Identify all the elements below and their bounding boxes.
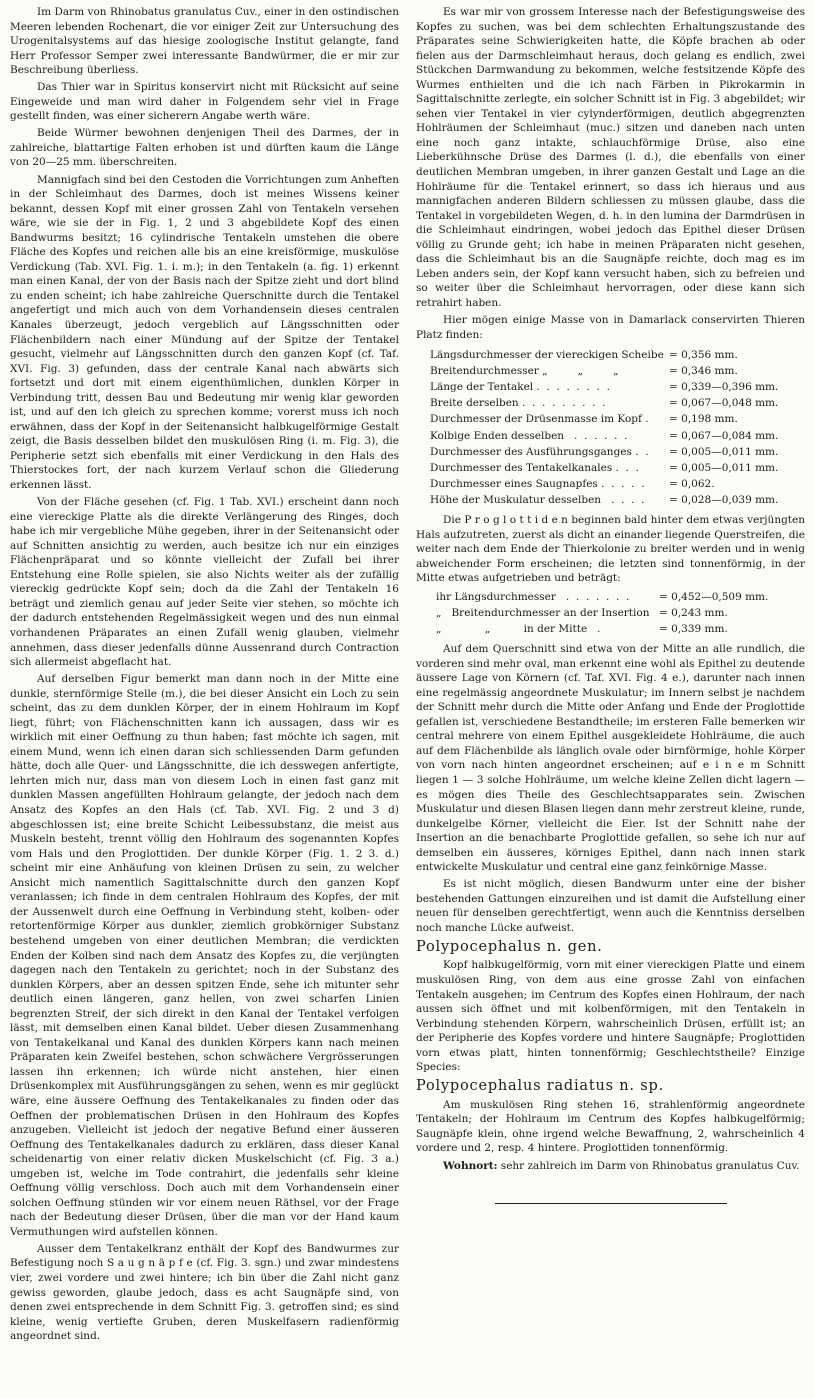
paragraph-proglottids: Die P r o g l o t t i d e n beginnen bald hinter dem etwas verjüngten Hals aufzutreten, zuerst als dicht an einander liegende Querstreifen, die weiter nach dem Ende der Thierkolonie zu breiter werden und in wenig abweichender Form erscheinen; die letzten sind tonnenförmig, in der Mitte etwas aufgetrieben und beträgt: bbox=[416, 514, 805, 585]
paragraph-habitat bbox=[416, 1159, 805, 1174]
measurement-label: Durchmesser eines Saugnapfes . . . . . bbox=[430, 477, 645, 490]
paragraph-suckers: Ausser dem Tentakelkranz enthält der Kopf des Bandwurmes zur Befestigung noch S a u g n ä p f e (cf. Fig. 3. sgn.) und zwar mindestens vier, zwei vordere und zwei hintere; ich bin über die Zahl nicht ganz gewiss geworden, glaube jedoch, dass es acht Saugnäpfe sind, von denen zwei entsprechende in dem Schnitt Fig. 3. getroffen sind; es sind kleine, wenig vertiefte Gruben, deren Muskelfasern radienförmig angeordnet sind. bbox=[10, 1242, 399, 1343]
paragraph-preservation: Das Thier war in Spiritus konservirt nicht mit Rücksicht auf seine Eingeweide und man wird daher in Folgendem sehr viel in Frage gestellt finden, was einer sicherern Angabe werth wäre. bbox=[10, 81, 399, 123]
measurement-value: = 0,067—0,048 mm. bbox=[669, 397, 779, 410]
paragraph-attachment: Es war mir von grossem Interesse nach der Befestigungsweise des Kopfes zu suchen, was bei dem schlechten Erhaltungszustande des Präparates seine Schwierigkeiten hatte, die Köpfe brachen ab oder fielen aus der Darmschleimhaut heraus, doch gelang es endlich, zwei Stückchen Darmwandung zu bekommen, welche festsitzende Köpfe des Wurmes enthielten und die ich nach Färben in Pikrokarmin in Sagittalschnitte zerlegte, ein solcher Schnitt ist in Fig. 3 abgebildet; wir sehen vier Tentakel in vier cylynderförmigen, deutlich abgegrenzten Hohlräumen der Schleimhaut (muc.) sitzen und daneben nach unten eine noch ganz intakte, schlauchförmige Drüse, also eine Lieberkühnsche Drüse des Darmes (l. d.), die ebenfalls von einer deutlichen Membran umgeben, in ihrer ganzen Gestalt und Lage an die Hohlräume für die Tentakel erinnert, so dass ich hieraus und aus mannigfachen anderen Bildern schliessen zu müssen glaube, dass die Tentakel in vorgebildeten Wegen, d. h. in den lumina der Darmdrüsen in die Schleimhaut eindringen, wobei jedoch das Epithel dieser Drüsen völlig zu Grunde geht; ich habe in meinen Präparaten nicht gesehen, dass die Schleimhaut bis an die Saugnäpfe reichte, doch mag es im Leben anders sein, der Kopf kann versucht haben, sich zu befreien und so weiter über die Schleimhaut hervorragen, oder diese kann sich retrahirt haben. bbox=[416, 6, 805, 309]
measurement-label: Längsdurchmesser der viereckigen Scheibe bbox=[430, 349, 664, 362]
measurement-row bbox=[430, 444, 805, 460]
paragraph-tentacle-description: Mannigfach sind bei den Cestoden die Vorrichtungen zum Anheften in der Schleimhaut des Darmes, doch ist meines Wissens keiner bekannt, dessen Kopf mit einer grossen Zahl von Tentakeln versehen wäre, wie sie der in Fig. 1, 2 und 3 abgebildete Kopf des einen Bandwurms besitzt; 16 cylindrische Tentakeln umstehen die obere Fläche des Kopfes und reichen alle bis an eine kreisförmige, muskulöse Verdickung (Tab. XVI. Fig. 1. i. m.); in den Tentakeln (a. fig. 1) erkennt man einen Kanal, der von der Basis nach der Spitze zieht und dort blind zu enden scheint; ich habe zahlreiche Querschnitte durch die Tentakel angefertigt und mich auch von dem Vorhandensein dieses centralen Kanales überzeugt, jedoch vergeblich auf Längsschnitten oder Flächenbildern nach einer Mündung auf der Spitze der Tentakel gesucht, vielmehr auf Längsschnitten durch den ganzen Kopf (cf. Taf. XVI. Fig. 3) gefunden, dass der centrale Kanal nach abwärts sich fortsetzt und dort mit einem eigenthümlichen, dunklen Körper in Verbindung tritt, dessen Bau und Bedeutung mir wenig klar geworden ist, und auf den ich gleich zu sprechen komme; vorerst muss ich noch erwähnen, dass der Kopf in der Seitenansicht halbkugelförmige Gestalt zeigt, die Basis desselben bildet den muskulösen Ring (i. m. Fig. 3), die Peripherie setzt sich ebenfalls mit einer Verdickung in den Hals des Thierstockes fort, der nach kurzem Verlauf schon die Gliederung erkennen lässt. bbox=[10, 173, 399, 491]
measurement-value: = 0,339 mm. bbox=[659, 622, 728, 635]
measurement-label: Breite derselben . . . . . . . . . bbox=[430, 397, 606, 410]
measurement-label: Breitendurchmesser „ „ „ bbox=[430, 365, 619, 378]
measurement-value: = 0,028—0,039 mm. bbox=[669, 493, 779, 506]
habitat-text: sehr zahlreich im Darm von Rhinobatus granulatus Cuv. bbox=[497, 1159, 800, 1172]
measurement-row bbox=[430, 347, 805, 363]
measurement-row bbox=[436, 621, 805, 637]
measurement-row bbox=[430, 379, 805, 395]
paragraph-cross-section: Auf dem Querschnitt sind etwa von der Mitte an alle rundlich, die vorderen sind mehr oval, man erkennt eine wohl als Epithel zu deutende äussere Lage von Körnern (cf. Taf. XVI. Fig. 4 e.), darunter nach innen eine regelmässig angeordnete Muskulatur; im Innern selbst je nachdem der Schnitt mehr durch die Mitte oder Anfang und Ende der Proglottide gefallen ist, verschiedene Bestandtheile; im ersteren Falle bemerken wir central mehrere von einem Epithel ausgekleidete Hohlräume, die auch auf dem Flächenbilde als länglich ovale oder birnförmige, hohle Körper von vorn nach hinten angeordnet erscheinen; auf e i n e m Schnitt liegen 1 — 3 solche Hohlräume, um welche kleine Zellen dicht lagern — es mögen dies Theile des Geschlechtsapparates sein. Zwischen Muskulatur und diesen Blasen liegen dann mehr zerstreut kleine, runde, dunkelgelbe Körner, vielleicht die Eier. Ist der Schnitt nahe der Insertion an die benachbarte Proglottide gefallen, so sehe ich nur auf demselben ein äusseres, körniges Epithel, dann nach innen stark entwickelte Muskulatur und central eine ganz feinkörnige Masse. bbox=[416, 643, 805, 874]
measurement-label: „ „ in der Mitte . bbox=[436, 622, 601, 635]
measurement-row bbox=[430, 428, 805, 444]
measurement-value: = 0,198 mm. bbox=[669, 413, 738, 426]
proglottid-measurement-table bbox=[436, 589, 805, 637]
measurement-row bbox=[436, 589, 805, 605]
measurement-label: Durchmesser der Drüsenmasse im Kopf . bbox=[430, 413, 649, 426]
measurement-label: Durchmesser des Tentakelkanales . . . bbox=[430, 461, 639, 474]
measurement-row bbox=[430, 460, 805, 476]
measurement-row bbox=[430, 476, 805, 492]
measurement-row bbox=[430, 395, 805, 411]
measurement-value: = 0,452—0,509 mm. bbox=[659, 590, 769, 603]
measurement-table bbox=[430, 347, 805, 508]
measurement-value: = 0,067—0,084 mm. bbox=[669, 429, 779, 442]
species-heading: Polypocephalus radiatus n. sp. bbox=[416, 1078, 664, 1095]
right-column bbox=[416, 5, 805, 1398]
paragraph-new-genus-justification: Es ist nicht möglich, diesen Bandwurm unter eine der bisher bestehenden Gattungen einzureihen und ist damit die Aufstellung einer neuen für denselben gerechtfertigt, wenn auch die Kenntniss derselben noch manche Lücke aufweist. bbox=[416, 878, 805, 934]
measurement-value: = 0,062. bbox=[669, 477, 715, 490]
measurement-value: = 0,005—0,011 mm. bbox=[669, 461, 779, 474]
measurement-row bbox=[436, 605, 805, 621]
section-end-rule bbox=[495, 1203, 727, 1204]
paragraph-square-plate: Von der Fläche gesehen (cf. Fig. 1 Tab. XVI.) erscheint dann noch eine viereckige Platte als die direkte Verlängerung des Ringes, doch habe ich mir vergebliche Mühe gegeben, ihrer in der Seitenansicht oder auf Schnitten ansichtig zu werden, auch besitze ich nur ein einziges Flächenpräparat und so könnte vielleicht der Zufall bei ihrer Entstehung eine Rolle spielen, sie also Nichts weiter als der zufällig viereckig gedrückte Kopf sein; doch da die Zahl der Tentakeln 16 beträgt und ziemlich genau auf jeder Seite vier stehen, so möchte ich der dadurch entstehenden Regelmässigkeit wegen und des nun einmal vorhandenen Präparates an einen Zufall wenig glauben, vielmehr annehmen, dass dieser jedenfalls dünne Aussenrand durch Contraction sich allermeist abgeflacht hat. bbox=[10, 496, 399, 669]
measurement-value: = 0,339—0,396 mm. bbox=[669, 381, 779, 394]
measurement-label: Durchmesser des Ausführungsganges . . bbox=[430, 445, 649, 458]
measurement-row bbox=[430, 492, 805, 508]
paragraph-habitat-gut: Beide Würmer bewohnen denjenigen Theil des Darmes, der in zahlreiche, blattartige Falten erhoben ist und dürften kaum die Länge von 20—25 mm. überschreiten. bbox=[10, 127, 399, 169]
measurement-value: = 0,243 mm. bbox=[659, 606, 728, 619]
left-column bbox=[10, 5, 399, 1398]
habitat-label: Wohnort: bbox=[443, 1159, 498, 1172]
measurement-label: ihr Längsdurchmesser . . . . . . . bbox=[436, 590, 630, 603]
paragraph-dark-body-glands: Auf derselben Figur bemerkt man dann noch in der Mitte eine dunkle, sternförmige Stelle (m.), die bei dieser Ansicht ein Loch zu sein scheint, das zu dem dunklen Körper, der in einem Hohlraum im Kopf liegt, führt; von Flächenschnitten kann ich aussagen, dass wir es wirklich mit einer Oeffnung zu thun haben; fast möchte ich sagen, mit einem Mund, wenn ich einen daran sich schliessenden Darm gefunden hätte, doch alle Quer- und Längsschnitte, die ich desswegen anfertigte, lehrten mich nur, dass man von diesem Loch in einen fast ganz mit dunklen Massen angefüllten Hohlraum gelangte, der jedoch nach dem Ansatz des Kopfes an den Hals (cf. Tab. XVI. Fig. 2 und 3 d) abgeschlossen ist; eine breite Schicht Leibessubstanz, die meist aus Muskeln besteht, trennt völlig den Hohlraum des sogenannten Kopfes vom Hals und den Proglottiden. Der dunkle Körper (Fig. 1. 2 3. d.) scheint mir eine Anhäufung von kleinen Drüsen zu sein, zu welcher Ansicht mich namentlich Sagittalschnitte durch den ganzen Kopf veranlassen; ich finde in dem centralen Hohlraum des Kopfes, der mit der Aussenwelt durch eine Oeffnung in Verbindung steht, kolben- oder retortenförmige Körper aus dunkler, ziemlich grobkörniger Substanz bestehend umgeben von einer deutlichen Membran; die verdickten Enden der Kolben sind nach dem Ansatz des Kopfes zu, die verjüngten dagegen nach den Tentakeln zu gerichtet; noch in der Substanz des dunklen Körpers, aber an dessen spitzen Ende, sehe ich mitunter sehr deutlich einen längeren, ganz hellen, von zwei scharfen Linien begrenzten Streif, der sich direkt in den Kanal der Tentakel verfolgen lässt, mit demselben einen Kanal bildet. Ueber diesen Zusammenhang von Tentakelkanal und Kanal des dunklen Körpers kann nach meinen Präparaten kein Zweifel bestehen, schon schwächere Vergrösserungen lassen ihn erkennen; ich würde nicht anstehen, hier einen Drüsenkomplex mit Ausführungsgängen zu sehen, wenn es mir geglückt wäre, eine äussere Oeffnung des Tentakelkanales zu finden oder das Oeffnen der problematischen Drüsen in den Hohlraum des Kopfes anzugeben. Vielleicht ist jedoch der negative Befund einer äusseren Oeffnung des Tentakelkanales dadurch zu erklären, dass dieser Kanal scheidenartig von einer relativ dicken Muskelschicht (cf. Fig. 3 a.) umgeben ist, welche im Tode contrahirt, die jedenfalls sehr kleine Oeffnung völlig verschloss. Doch auch mit dem Vorhandensein einer solchen Oeffnung stünden wir vor einem neuen Räthsel, vor der Frage nach der Bedeutung dieser Drüsen, über die man vor der Hand kaum Vermuthungen wird aufstellen können. bbox=[10, 673, 399, 1238]
measurement-value: = 0,005—0,011 mm. bbox=[669, 445, 779, 458]
measurement-label: Höhe der Muskulatur desselben . . . . bbox=[430, 493, 645, 506]
measurement-label: Kolbige Enden desselben . . . . . . bbox=[430, 429, 628, 442]
measurement-row bbox=[430, 411, 805, 427]
paragraph-species-description: Am muskulösen Ring stehen 16, strahlenförmig angeordnete Tentakeln; der Hohlraum im Centrum des Kopfes halbkugelförmig; Saugnäpfe klein, ohne irgend welche Bewaffnung, 2, wahrscheinlich 4 vordere und 2, resp. 4 hintere. Proglottiden tonnenförmig. bbox=[416, 1098, 805, 1155]
paragraph-intro-host: Im Darm von Rhinobatus granulatus Cuv., einer in den ostindischen Meeren lebenden Rochenart, die vor einiger Zeit zur Untersuchung des Urogenitalsystems auf das hiesige zoologische Institut gelangte, fand Herr Professor Semper zwei interessante Bandwürmer, die er mir zur Beschreibung überliess. bbox=[10, 6, 399, 77]
measurement-value: = 0,356 mm. bbox=[669, 349, 738, 362]
measurement-label: „ Breitendurchmesser an der Insertion bbox=[436, 606, 650, 619]
measurement-label: Länge der Tentakel . . . . . . . . bbox=[430, 381, 610, 394]
paragraph-measures-intro: Hier mögen einige Masse von in Damarlack conservirten Thieren Platz finden: bbox=[416, 313, 805, 341]
genus-heading: Polypocephalus n. gen. bbox=[416, 938, 603, 955]
measurement-value: = 0,346 mm. bbox=[669, 365, 738, 378]
paragraph-genus-description: Kopf halbkugelförmig, vorn mit einer viereckigen Platte und einem muskulösen Ring, von dem aus eine grosse Zahl von einfachen Tentakeln ausgehen; im Centrum des Kopfes einen Hohlraum, der nach aussen sich öffnet und mit kolbenförmigen, mit den Tentakeln in Verbindung stehenden Körpern, wahrscheinlich Drüsen, erfüllt ist; an der Peripherie des Kopfes vordere und hintere Saugnäpfe; Proglottiden vorn etwas platt, hinten tonnenförmig; Geschlechtstheile? Einzige Species: bbox=[416, 959, 805, 1074]
measurement-row bbox=[430, 363, 805, 379]
